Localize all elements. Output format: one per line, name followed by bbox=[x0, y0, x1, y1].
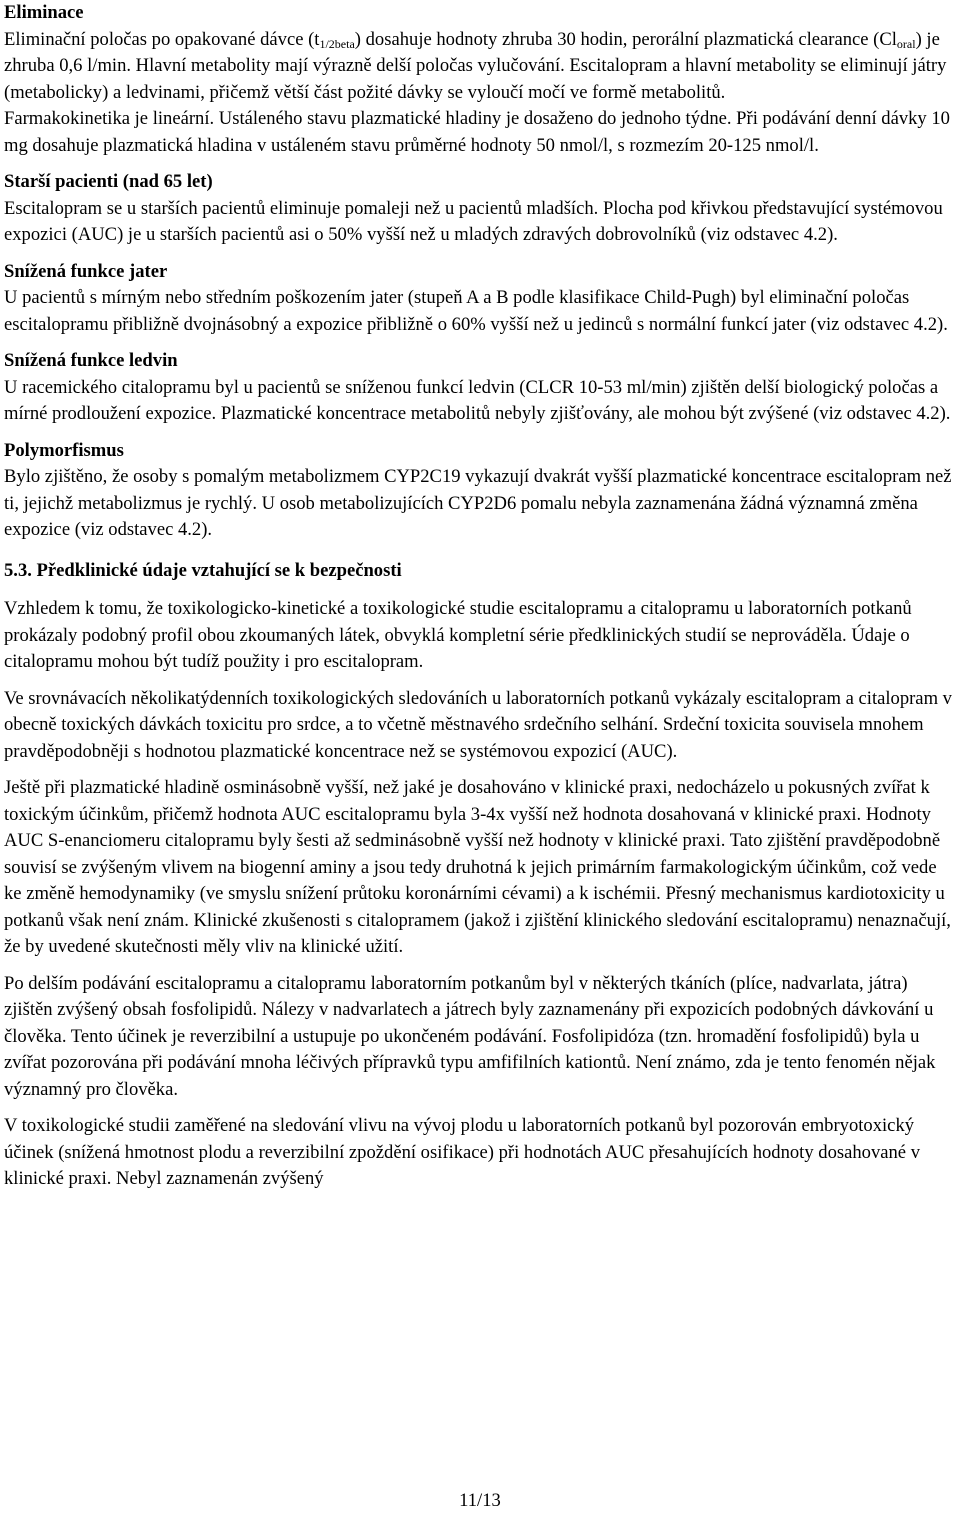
eliminace-text-part3: ) je zhruba 0,6 l/min. Hlavní metabolity mají výrazně delší poločas vylučování. Escitalopram a hlavní metabolity se eliminují játry (metabolicky) a ledvinami, přičemž větší část požité dávky se vyloučí močí ve formě metabolitů. bbox=[4, 28, 947, 103]
hepatic-heading: Snížená funkce jater bbox=[4, 260, 168, 282]
preclinical-paragraph: Ve srovnávacích několikatýdenních toxikologických sledováních u laboratorních potkanů vykázaly escitalopram a citalopram v obecně toxických dávkách toxicitu pro srdce, a to včetně městnavého srdečního selhání. Srdeční toxicita souvisela mnohem pravděpodobněji s hodnotou plazmatické koncentrace než se systémovou expozicí (AUC). bbox=[4, 687, 952, 762]
elderly-text: Escitalopram se u starších pacientů eliminuje pomaleji než u pacientů mladších. Plocha pod křivkou představující systémovou expozici (AUC) je u starších pacientů asi o 50% vyšší než u mladých zdravých dobrovolníků (viz odstavec 4.2). bbox=[4, 197, 943, 245]
eliminace-text-part2: ) dosahuje hodnoty zhruba 30 hodin, perorální plazmatická clearance (Cl bbox=[354, 28, 897, 50]
oral-subscript: oral bbox=[896, 36, 916, 51]
renal-heading: Snížená funkce ledvin bbox=[4, 350, 178, 371]
eliminace-heading: Eliminace bbox=[4, 2, 84, 23]
preclinical-paragraph: V toxikologické studii zaměřené na sledování vlivu na vývoj plodu u laboratorních potkanů byl pozorován embryotoxický účinek (snížená hmotnost plodu a reverzibilní zpoždění osifikace) při hodnotách AUC přesahujících hodnoty dosahované v klinické praxi. Nebyl zaznamenán zvýšený bbox=[4, 1115, 921, 1189]
preclinical-paragraph: Vzhledem k tomu, že toxikologicko-kinetické a toxikologické studie escitalopramu a citalopramu u laboratorních potkanů prokázaly podobný profil obou zkoumaných látek, obvyklá kompletní série předklinických studií se neprováděla. Údaje o citalopramu mohou být tudíž použity i pro escitalopram. bbox=[4, 598, 912, 672]
polymorphism-section bbox=[4, 438, 956, 544]
preclinical-paragraph: Po delším podávání escitalopramu a citalopramu laboratorním potkanům byl v některých tkáních (plíce, nadvarlata, játra) zjištěn zvýšený obsah fosfolipidů. Nálezy v nadvarlatech a játrech byly zaznamenány při expozicích podobných dávkování u člověka. Tento účinek je reverzibilní a ustupuje po ukončeném podávání. Fosfolipidóza (tzn. hromadění fosfolipidů) byla u zvířat pozorována při podávání mnoha léčivých přípravků typu amfifilních kationtů. Není známo, zda je tento fenomén nějak významný pro člověka. bbox=[4, 972, 936, 1100]
half-life-subscript: 1/2beta bbox=[319, 36, 355, 51]
document-page bbox=[4, 0, 956, 1203]
eliminace-text-part1: Eliminační poločas po opakované dávce (t bbox=[4, 28, 320, 50]
polymorphism-text: Bylo zjištěno, že osoby s pomalým metabolizmem CYP2C19 vykazují dvakrát vyšší plazmatické koncentrace escitalopram než ti, jejichž metabolizmus je rychlý. U osob metabolizujících CYP2D6 pomalu nebyla zaznamenána žádná významná změna expozice (viz odstavec 4.2). bbox=[4, 466, 952, 540]
eliminace-section bbox=[4, 0, 956, 106]
linearity-paragraph: Farmakokinetika je lineární. Ustáleného stavu plazmatické hladiny je dosaženo do jednoho týdne. Při podávání denní dávky 10 mg dosahuje plazmatická hladina v ustáleném stavu průměrné hodnoty 50 nmol/l, s rozmezím 20-125 nmol/l. bbox=[4, 108, 950, 156]
page-number: 11/13 bbox=[459, 1490, 501, 1511]
preclinical-paragraph: Ještě při plazmatické hladině osminásobně vyšší, než jaké je dosahováno v klinické praxi, nedocházelo u pokusných zvířat k toxickým účinkům, přičemž hodnota AUC escitalopramu byla 3-4x vyšší než hodnota dosahovaná v klinické praxi. Hodnoty AUC S-enanciomeru citalopramu byly šesti až sedminásobně vyšší než hodnoty v klinické praxi. Tato zjištění pravděpodobně souvisí se zvýšeným vlivem na biogenní aminy a jsou tedy druhotná k jejich primárním farmakologickým účinkům, což vede ke změně hemodynamiky (ve smyslu snížení průtoku koronárními cévami) a k ischémii. Přesný mechanismus kardiotoxicity u potkanů však není znám. Klinické zkušenosti s citalopramem (jakož i zjištění klinického sledování escitalopramu) nenaznačují, že by uvedené skutečnosti měly vliv na klinické užití. bbox=[4, 777, 951, 957]
elderly-section bbox=[4, 169, 956, 249]
preclinical-section-title: 5.3. Předklinické údaje vztahující se k bezpečnosti bbox=[4, 559, 402, 581]
hepatic-section bbox=[4, 259, 956, 339]
elderly-heading: Starší pacienti (nad 65 let) bbox=[4, 171, 213, 192]
hepatic-text: U pacientů s mírným nebo středním poškozením jater (stupeň A a B podle klasifikace Child-Pugh) byl eliminační poločas escitalopramu přibližně dvojnásobný a expozice přibližně o 60% vyšší než u jedinců s normální funkcí jater (viz odstavec 4.2). bbox=[4, 287, 948, 335]
polymorphism-heading: Polymorfismus bbox=[4, 439, 124, 461]
renal-section bbox=[4, 348, 956, 428]
renal-text: U racemického citalopramu byl u pacientů se sníženou funkcí ledvin (CLCR 10-53 ml/min) zjištěn delší biologický poločas a mírné prodloužení expozice. Plazmatické koncentrace metabolitů nebyly zjišťovány, ale mohou být zvýšené (viz odstavec 4.2). bbox=[4, 376, 951, 424]
